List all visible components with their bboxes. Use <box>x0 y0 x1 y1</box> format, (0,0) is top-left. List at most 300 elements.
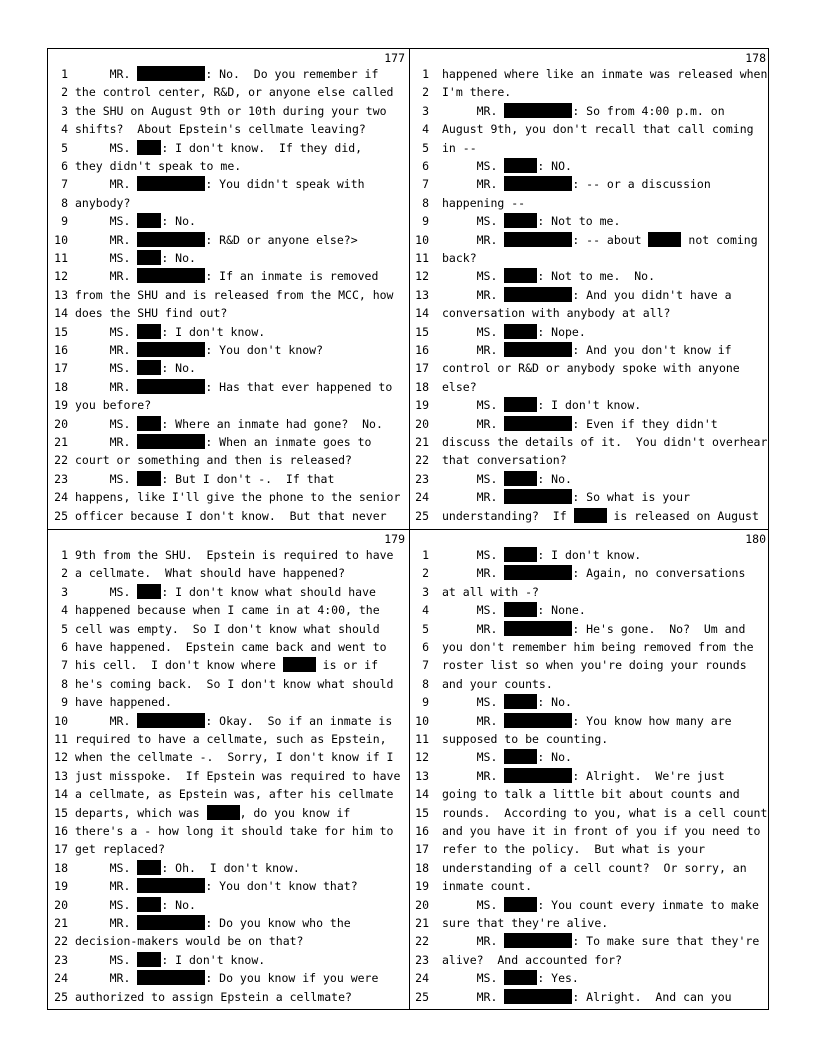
transcript-line <box>48 396 409 414</box>
line-text: MR. : Alright. And can you <box>442 989 732 1004</box>
redaction-bar <box>504 547 537 562</box>
line-number: 17 <box>415 361 429 376</box>
line-text: MS. : I don't know what should have <box>75 584 376 599</box>
line-text: MR. : He's gone. No? Um and <box>442 621 746 636</box>
line-text: MS. : Oh. I don't know. <box>75 860 300 875</box>
transcript-line <box>409 378 770 396</box>
line-text: have happened. Epstein came back and went to <box>75 640 387 654</box>
line-number: 23 <box>415 471 429 486</box>
line-number: 24 <box>54 490 68 505</box>
line-text: refer to the policy. But what is your <box>442 842 706 857</box>
redaction-bar <box>137 416 161 431</box>
line-number: 23 <box>54 471 68 486</box>
transcript-line <box>48 804 409 822</box>
transcript-line <box>48 748 409 766</box>
redaction-bar <box>137 250 161 265</box>
transcript-line <box>48 988 409 1006</box>
transcript-line <box>48 951 409 969</box>
line-text: MR. : Do you know who the <box>75 916 351 930</box>
transcript-line <box>409 583 770 601</box>
line-number: 3 <box>422 103 429 118</box>
redaction-bar <box>137 360 161 375</box>
redaction-bar <box>504 768 572 783</box>
transcript-line <box>409 157 770 175</box>
transcript-line <box>409 231 770 249</box>
redaction-bar <box>207 805 240 820</box>
transcript-line <box>48 896 409 914</box>
line-number: 13 <box>415 287 429 302</box>
line-text: supposed to be counting. <box>442 732 609 746</box>
line-text: MS. : I don't know. <box>442 398 642 413</box>
line-text: else? <box>442 379 477 394</box>
line-text: that conversation? <box>442 453 567 468</box>
line-text: MR. : Has that ever happened to <box>75 379 393 394</box>
redaction-bar <box>504 749 537 764</box>
transcript-line <box>409 675 770 693</box>
line-number: 16 <box>415 824 429 838</box>
line-text: the control center, R&D, or anyone else called <box>75 85 394 100</box>
line-number: 22 <box>54 453 68 468</box>
line-text: a cellmate, as Epstein was, after his cellmate <box>75 787 394 802</box>
line-text: when the cellmate -. Sorry, I don't know if I <box>75 750 394 765</box>
transcript-line <box>48 341 409 359</box>
line-text: they didn't speak to me. <box>75 159 242 173</box>
redaction-bar <box>504 176 572 191</box>
line-text: in -- <box>442 140 477 155</box>
line-text: understanding of a cell count? Or sorry, an <box>442 860 747 875</box>
line-number: 24 <box>415 490 429 505</box>
line-number: 16 <box>415 343 429 357</box>
line-text: MR. : R&D or anyone else?> <box>75 232 358 247</box>
transcript-line <box>409 249 770 267</box>
transcript-line <box>48 359 409 377</box>
line-text: at all with -? <box>442 584 539 599</box>
line-text: get replaced? <box>75 842 166 857</box>
line-text: and you have it in front of you if you need to <box>442 824 761 838</box>
transcript-line <box>409 951 770 969</box>
redaction-bar <box>137 860 161 875</box>
line-number: 19 <box>54 879 68 894</box>
transcript-line <box>48 83 409 101</box>
line-number: 20 <box>54 897 68 912</box>
line-number: 19 <box>54 398 68 413</box>
line-text: have happened. <box>75 695 172 710</box>
line-number: 25 <box>415 989 429 1004</box>
transcript-line <box>409 785 770 803</box>
line-text: you before? <box>75 398 152 413</box>
transcript-line <box>48 822 409 840</box>
line-number: 15 <box>415 324 429 339</box>
line-text: discuss the details of it. You didn't overhear <box>442 435 768 449</box>
line-number: 4 <box>422 603 429 618</box>
line-number: 13 <box>415 768 429 783</box>
transcript-line <box>48 785 409 803</box>
line-number: 15 <box>54 805 68 820</box>
transcript-line <box>409 267 770 285</box>
page-number: 178 <box>745 51 766 65</box>
redaction-bar <box>137 213 161 228</box>
redaction-bar <box>137 434 205 449</box>
line-number: 12 <box>415 750 429 765</box>
line-text: MS. : Yes. <box>442 971 579 986</box>
line-number: 7 <box>422 658 429 673</box>
transcript-line <box>48 877 409 895</box>
transcript-line <box>48 840 409 858</box>
line-number: 16 <box>54 343 68 357</box>
transcript-line <box>48 267 409 285</box>
line-number: 7 <box>61 658 68 673</box>
transcript-line <box>48 102 409 120</box>
transcript-line <box>48 451 409 469</box>
line-number: 16 <box>54 824 68 838</box>
line-number: 24 <box>415 971 429 986</box>
line-text: decision-makers would be on that? <box>75 934 304 949</box>
line-number: 14 <box>54 787 68 802</box>
line-text: his cell. I don't know where is or if <box>75 658 379 673</box>
transcript-line <box>48 583 409 601</box>
line-number: 2 <box>61 566 68 581</box>
line-text: you don't remember him being removed from the <box>442 640 754 654</box>
line-number: 11 <box>54 251 68 265</box>
transcript-line <box>48 767 409 785</box>
transcript-line <box>409 212 770 230</box>
transcript-line <box>409 748 770 766</box>
transcript-line <box>48 323 409 341</box>
line-number: 14 <box>54 306 68 321</box>
transcript-line <box>48 139 409 157</box>
line-text: roster list so when you're doing your rounds <box>442 658 747 673</box>
redaction-bar <box>504 489 572 504</box>
line-text: the SHU on August 9th or 10th during your two <box>75 103 387 118</box>
redaction-bar <box>504 158 537 173</box>
line-number: 3 <box>422 584 429 599</box>
line-text: MR. : When an inmate goes to <box>75 435 372 449</box>
redaction-bar <box>504 713 572 728</box>
transcript-line <box>48 564 409 582</box>
transcript-line <box>48 194 409 212</box>
line-text: MS. : I don't know. <box>75 952 266 967</box>
line-text: and your counts. <box>442 676 553 691</box>
line-number: 23 <box>54 952 68 967</box>
line-number: 21 <box>54 916 68 930</box>
line-number: 18 <box>54 379 68 394</box>
line-text: MS. : Where an inmate had gone? No. <box>75 416 383 431</box>
line-text: MR. : Again, no conversations <box>442 566 746 581</box>
line-number: 9 <box>61 214 68 229</box>
line-text: MR. : And you don't know if <box>442 343 732 357</box>
line-text: anybody? <box>75 195 131 210</box>
line-text: MS. : I don't know. If they did, <box>75 140 363 155</box>
line-number: 10 <box>54 232 68 247</box>
redaction-bar <box>504 213 537 228</box>
line-text: MS. : Not to me. No. <box>442 269 656 284</box>
line-number: 18 <box>415 860 429 875</box>
redaction-bar <box>137 268 205 283</box>
transcript-line <box>48 212 409 230</box>
line-text: MS. : Not to me. <box>442 214 621 229</box>
line-number: 12 <box>54 750 68 765</box>
line-text: happened because when I came in at 4:00, the <box>75 603 380 618</box>
redaction-bar <box>504 897 537 912</box>
transcript-line <box>48 120 409 138</box>
transcript-line <box>48 859 409 877</box>
transcript-line <box>409 730 770 748</box>
line-number: 4 <box>61 122 68 137</box>
transcript-line <box>409 859 770 877</box>
line-number: 4 <box>61 603 68 618</box>
line-number: 4 <box>422 122 429 137</box>
redaction-bar <box>504 621 572 636</box>
line-number: 6 <box>61 640 68 654</box>
line-number: 7 <box>422 177 429 192</box>
line-number: 15 <box>415 805 429 820</box>
transcript-line <box>409 656 770 674</box>
line-number: 12 <box>54 269 68 284</box>
line-number: 17 <box>415 842 429 857</box>
line-text: he's coming back. So I don't know what should <box>75 676 394 691</box>
line-number: 19 <box>415 398 429 413</box>
transcript-line <box>48 969 409 987</box>
transcript-line <box>48 175 409 193</box>
line-number: 14 <box>415 787 429 802</box>
redaction-bar <box>504 970 537 985</box>
line-text: cell was empty. So I don't know what should <box>75 621 380 636</box>
line-text: MR. : No. Do you remember if <box>75 67 379 81</box>
line-text: authorized to assign Epstein a cellmate? <box>75 989 352 1004</box>
line-text: court or something and then is released? <box>75 453 352 468</box>
line-number: 17 <box>54 842 68 857</box>
line-text: MR. : And you didn't have a <box>442 287 732 302</box>
line-number: 18 <box>415 379 429 394</box>
line-text: MR. : You don't know that? <box>75 879 358 894</box>
transcript-line <box>409 359 770 377</box>
redaction-bar <box>137 713 205 728</box>
line-text: shifts? About Epstein's cellmate leaving? <box>75 122 366 137</box>
transcript-line <box>409 638 770 656</box>
transcript-line <box>409 83 770 101</box>
redaction-bar <box>504 602 537 617</box>
line-number: 17 <box>54 361 68 376</box>
line-number: 15 <box>54 324 68 339</box>
line-text: there's a - how long it should take for him to <box>75 824 394 838</box>
redaction-bar <box>504 416 572 431</box>
redaction-bar <box>504 397 537 412</box>
line-text: MR. : Okay. So if an inmate is <box>75 713 393 728</box>
line-number: 9 <box>422 214 429 229</box>
line-number: 10 <box>54 713 68 728</box>
redaction-bar <box>648 232 681 247</box>
redaction-bar <box>137 324 161 339</box>
line-text: MR. : So what is your <box>442 490 691 505</box>
line-number: 9 <box>422 695 429 710</box>
line-text: alive? And accounted for? <box>442 952 623 967</box>
transcript-line <box>409 877 770 895</box>
line-number: 5 <box>61 621 68 636</box>
line-number: 6 <box>422 640 429 654</box>
line-number: 1 <box>422 67 429 81</box>
transcript-page-178 <box>409 49 770 529</box>
line-text: MR. : -- or a discussion <box>442 177 711 192</box>
line-text: just misspoke. If Epstein was required to have <box>75 768 401 783</box>
transcript-line <box>48 488 409 506</box>
redaction-bar <box>504 268 537 283</box>
line-text: inmate count. <box>442 879 533 894</box>
transcript-line <box>409 175 770 193</box>
redaction-bar <box>137 232 205 247</box>
transcript-line <box>409 822 770 840</box>
line-number: 6 <box>61 159 68 173</box>
line-text: happens, like I'll give the phone to the senior <box>75 490 401 505</box>
transcript-line <box>409 620 770 638</box>
line-number: 22 <box>54 934 68 949</box>
transcript-line <box>48 638 409 656</box>
transcript-line <box>409 323 770 341</box>
redaction-bar <box>137 897 161 912</box>
transcript-line <box>48 378 409 396</box>
line-text: MS. : I don't know. <box>442 548 642 562</box>
line-text: August 9th, you don't recall that call coming <box>442 122 754 137</box>
line-number: 23 <box>415 952 429 967</box>
transcript-line <box>409 546 770 564</box>
transcript-line <box>409 341 770 359</box>
redaction-bar <box>504 103 572 118</box>
redaction-bar <box>137 176 205 191</box>
redaction-bar <box>137 878 205 893</box>
transcript-line <box>48 415 409 433</box>
line-text: MR. : -- about not coming <box>442 232 758 247</box>
line-text: MR. : You know how many are <box>442 713 732 728</box>
line-text: MS. : None. <box>442 603 586 618</box>
line-text: MS. : You count every inmate to make <box>442 897 759 912</box>
line-number: 6 <box>422 159 429 173</box>
redaction-bar <box>504 933 572 948</box>
line-text: MS. : No. <box>442 750 572 765</box>
redaction-bar <box>504 471 537 486</box>
line-text: a cellmate. What should have happened? <box>75 566 346 581</box>
line-text: I'm there. <box>442 85 512 100</box>
line-number: 8 <box>422 195 429 210</box>
transcript-line <box>409 304 770 322</box>
transcript-line <box>48 932 409 950</box>
line-text: MR. : Even if they didn't <box>442 416 718 431</box>
line-text: MS. : No. <box>75 251 196 265</box>
page-number: 177 <box>384 51 405 65</box>
line-text: MS. : Nope. <box>442 324 586 339</box>
line-number: 10 <box>415 232 429 247</box>
line-number: 21 <box>415 916 429 930</box>
transcript-line <box>48 914 409 932</box>
redaction-bar <box>283 657 316 672</box>
transcript-line <box>409 767 770 785</box>
transcript-line <box>409 286 770 304</box>
line-text: officer because I don't know. But that never <box>75 508 387 523</box>
line-number: 25 <box>415 508 429 523</box>
line-text: required to have a cellmate, such as Epstein, <box>75 732 387 746</box>
line-text: MR. : If an inmate is removed <box>75 269 379 284</box>
redaction-bar <box>574 508 607 523</box>
line-number: 13 <box>54 768 68 783</box>
redaction-bar <box>137 970 205 985</box>
redaction-bar <box>137 342 205 357</box>
redaction-bar <box>137 915 205 930</box>
line-number: 12 <box>415 269 429 284</box>
transcript-line <box>409 507 770 525</box>
transcript-line <box>48 470 409 488</box>
line-text: MR. : Alright. We're just <box>442 768 725 783</box>
transcript-line <box>409 840 770 858</box>
line-number: 19 <box>415 879 429 894</box>
line-text: rounds. According to you, what is a cell count <box>442 805 768 820</box>
line-text: 9th from the SHU. Epstein is required to have <box>75 548 394 562</box>
redaction-bar <box>137 379 205 394</box>
line-text: MR. : So from 4:00 p.m. on <box>442 103 725 118</box>
transcript-page-177 <box>48 49 409 529</box>
transcript-line <box>409 896 770 914</box>
line-number: 20 <box>54 416 68 431</box>
transcript-line <box>409 932 770 950</box>
line-text: departs, which was , do you know if <box>75 805 351 820</box>
line-text: MR. : To make sure that they're <box>442 934 760 949</box>
transcript-line <box>409 988 770 1006</box>
transcript-line <box>48 712 409 730</box>
transcript-page-179 <box>48 530 409 1010</box>
redaction-bar <box>137 584 161 599</box>
line-text: MR. : Do you know if you were <box>75 971 379 986</box>
redaction-bar <box>137 952 161 967</box>
redaction-bar <box>504 342 572 357</box>
transcript-line <box>48 249 409 267</box>
redaction-bar <box>504 287 572 302</box>
line-text: happened where like an inmate was released when <box>442 67 768 81</box>
line-text: sure that they're alive. <box>442 916 609 930</box>
redaction-bar <box>137 471 161 486</box>
line-text: conversation with anybody at all? <box>442 306 671 321</box>
line-number: 9 <box>61 695 68 710</box>
transcript-line <box>409 102 770 120</box>
line-number: 3 <box>61 103 68 118</box>
line-number: 1 <box>61 67 68 81</box>
line-number: 21 <box>415 435 429 449</box>
line-number: 20 <box>415 416 429 431</box>
transcript-page-180 <box>409 530 770 1010</box>
transcript-line <box>409 415 770 433</box>
line-number: 18 <box>54 860 68 875</box>
transcript-line <box>409 120 770 138</box>
transcript-line <box>48 65 409 83</box>
line-number: 24 <box>54 971 68 986</box>
line-number: 5 <box>61 140 68 155</box>
transcript-line <box>409 451 770 469</box>
transcript-sheet <box>47 48 769 1010</box>
page-number: 180 <box>745 532 766 546</box>
redaction-bar <box>504 565 572 580</box>
transcript-line <box>48 157 409 175</box>
transcript-line <box>409 433 770 451</box>
line-number: 22 <box>415 934 429 949</box>
redaction-bar <box>504 989 572 1004</box>
line-number: 20 <box>415 897 429 912</box>
redaction-bar <box>504 232 572 247</box>
line-number: 21 <box>54 435 68 449</box>
transcript-line <box>409 601 770 619</box>
line-text: does the SHU find out? <box>75 306 228 321</box>
line-number: 1 <box>422 548 429 562</box>
line-number: 25 <box>54 989 68 1004</box>
line-number: 7 <box>61 177 68 192</box>
line-number: 14 <box>415 306 429 321</box>
transcript-line <box>48 601 409 619</box>
line-text: happening -- <box>442 195 526 210</box>
